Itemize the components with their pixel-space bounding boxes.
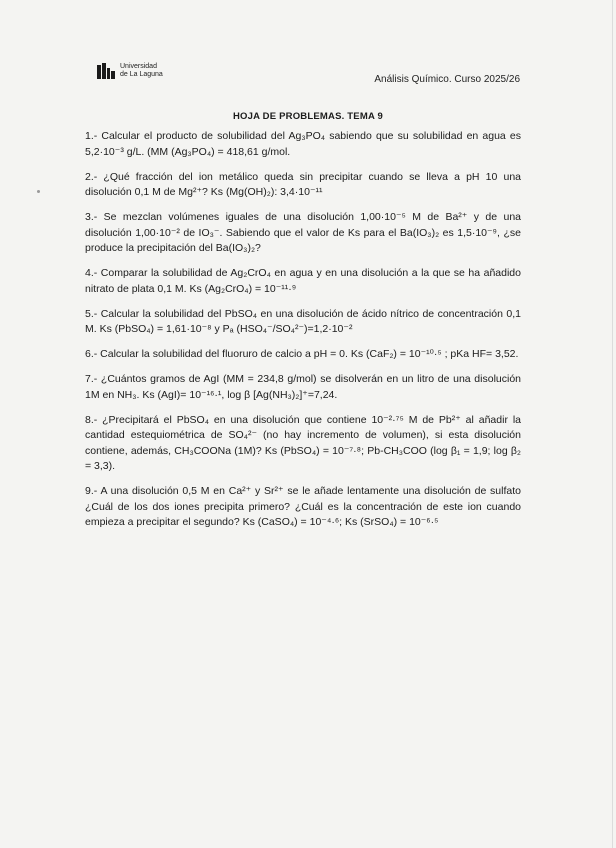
university-name — [120, 63, 163, 79]
university-logo-icon — [97, 63, 115, 79]
problem-4: 4.- Comparar la solubilidad de Ag₂CrO₄ en agua y en una disolución a la que se ha añadido nitrato de plata 0,1 M. Ks (Ag₂CrO₄) = 10⁻¹¹·⁹ — [85, 267, 521, 295]
problem-7: 7.- ¿Cuántos gramos de AgI (MM = 234,8 g/mol) se disolverán en un litro de una disolución 1M en NH₃. Ks (AgI)= 10⁻¹⁶·¹, log β [Ag(NH₃)₂]⁺=7,24. — [85, 373, 521, 401]
university-logo — [97, 63, 163, 79]
scan-edge-shadow — [612, 0, 613, 848]
course-label: Análisis Químico. Curso 2025/26 — [374, 74, 520, 85]
problem-8: 8.- ¿Precipitará el PbSO₄ en una disolución que contiene 10⁻²·⁷⁵ M de Pb²⁺ al añadir la cantidad estequiométrica de SO₄²⁻ (no hay incremento de volumen), si esta disolución contiene, además, CH₃COONa (1M)? Ks (PbSO₄) = 10⁻⁷·⁸; Pb-CH₃COO (log β₁ = 1,9; log β₂ = 3,3). — [85, 413, 521, 472]
problem-9: 9.- A una disolución 0,5 M en Ca²⁺ y Sr²⁺ se le añade lentamente una disolución de sulfato ¿Cuál de los dos iones precipita primero? ¿Cuál es la concentración de este ion cuando empieza a precipitar el segundo? Ks (CaSO₄) = 10⁻⁴·⁶; Ks (SrSO₄) = 10⁻⁶·⁵ — [85, 485, 521, 528]
problem-1: 1.- Calcular el producto de solubilidad del Ag₃PO₄ sabiendo que su solubilidad en agua es 5,2·10⁻³ g/L. (MM (Ag₃PO₄) = 418,61 g/mol. — [85, 130, 521, 158]
problem-6: 6.- Calcular la solubilidad del fluoruro de calcio a pH = 0. Ks (CaF₂) = 10⁻¹⁰·⁵ ; pKa HF= 3,52. — [85, 348, 519, 360]
university-name-line2: de La Laguna — [120, 71, 163, 78]
scan-speck — [37, 190, 40, 193]
university-name-line1: Universidad — [120, 63, 157, 70]
problem-list — [85, 129, 521, 540]
problem-3: 3.- Se mezclan volúmenes iguales de una disolución 1,00·10⁻⁵ M de Ba²⁺ y de una disolución 1,00·10⁻² de IO₃⁻. Sabiendo que el valor de Ks para el Ba(IO₃)₂ es 1,5·10⁻⁹, ¿se produce la precipitación del Ba(IO₃)₂? — [85, 211, 521, 254]
problem-5: 5.- Calcular la solubilidad del PbSO₄ en una disolución de ácido nítrico de concentración 0,1 M. Ks (PbSO₄) = 1,61·10⁻⁸ y Pₐ (HSO₄⁻/SO₄²⁻)=1,2·10⁻² — [85, 307, 521, 335]
page-title: HOJA DE PROBLEMAS. TEMA 9 — [233, 111, 383, 122]
problem-2: 2.- ¿Qué fracción del ion metálico queda sin precipitar cuando se lleva a pH 10 una disolución 0,1 M de Mg²⁺? Ks (Mg(OH)₂): 3,4·10⁻¹¹ — [85, 170, 521, 198]
